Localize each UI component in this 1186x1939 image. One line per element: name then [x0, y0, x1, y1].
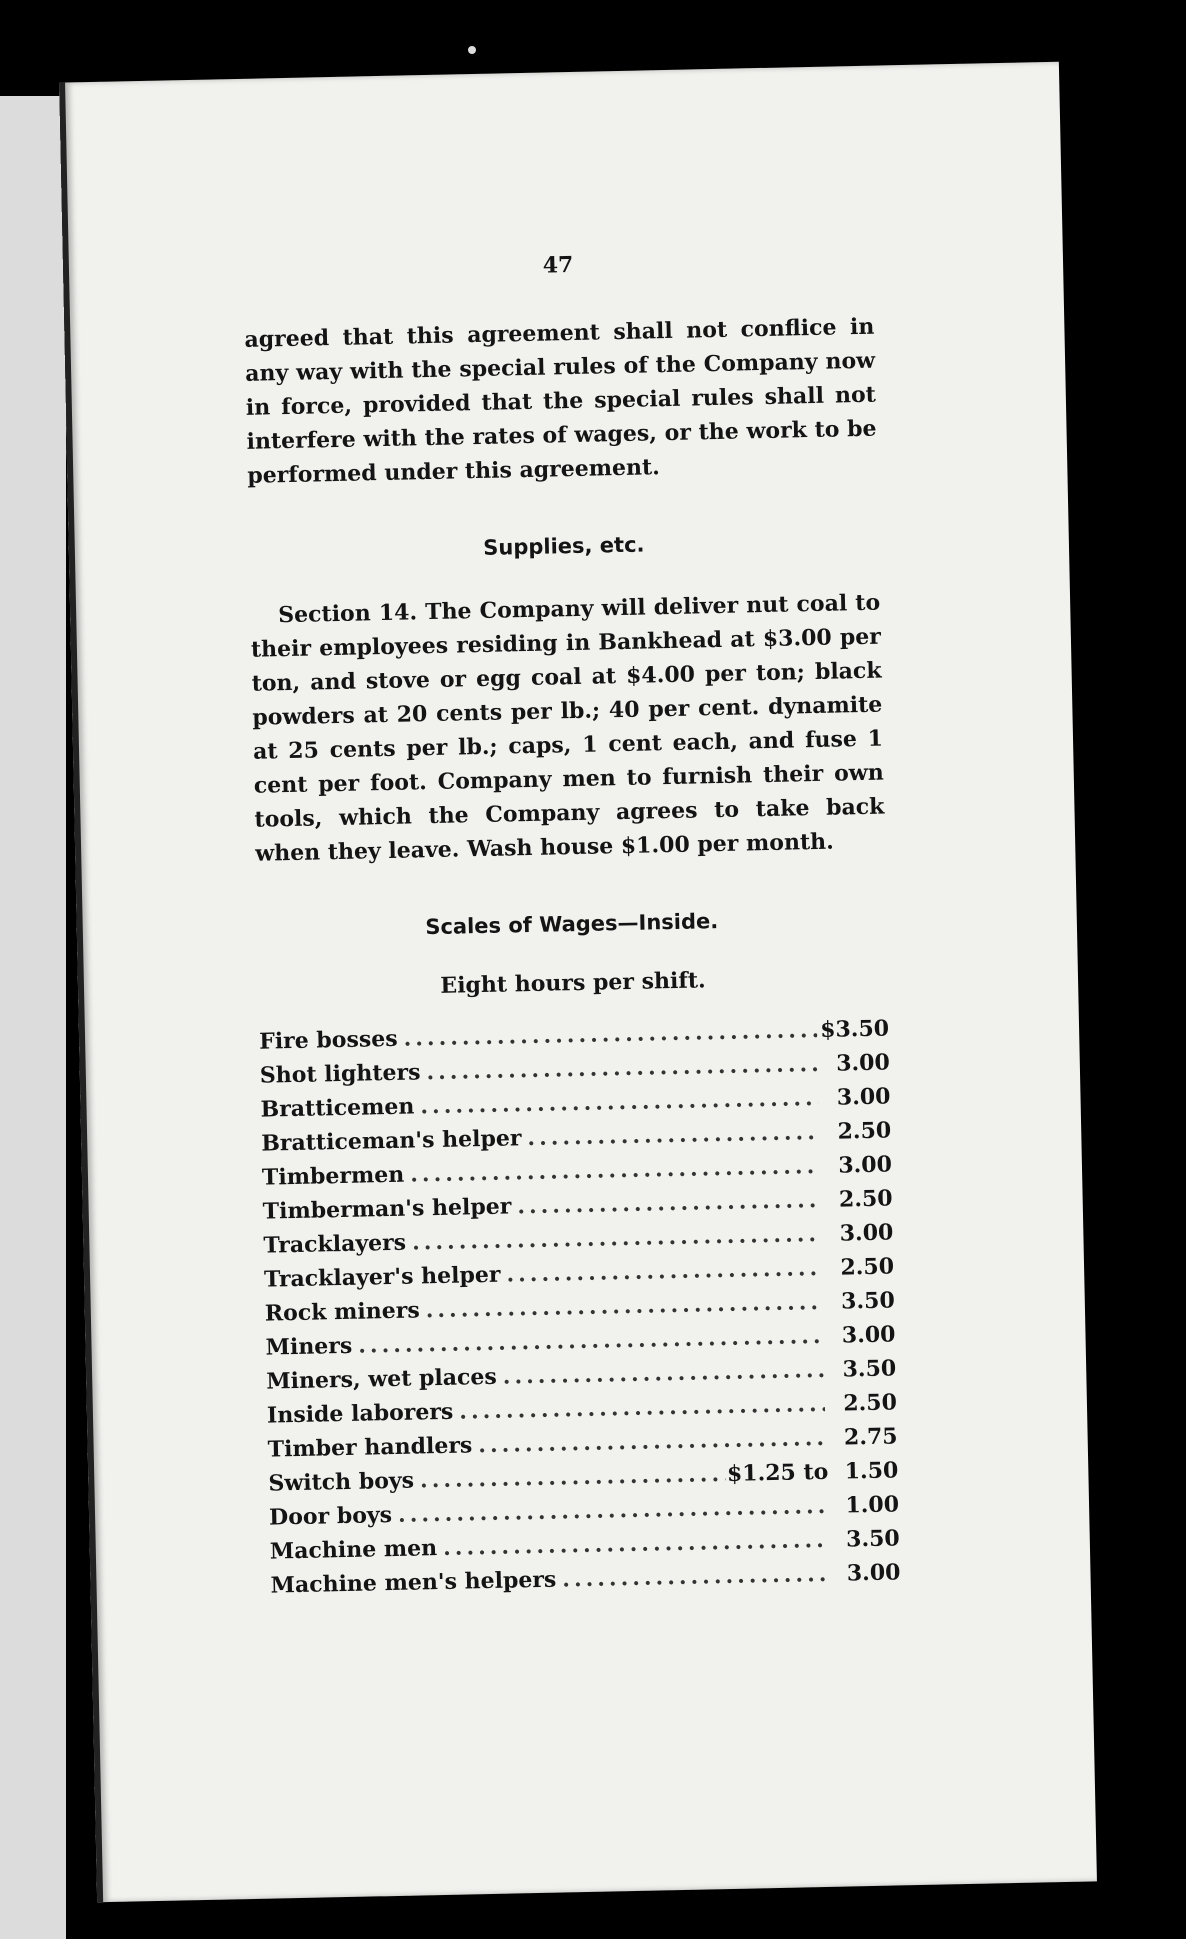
wage-value: 3.50	[840, 1287, 896, 1315]
wage-value: 3.00	[838, 1151, 893, 1179]
wage-value: 2.50	[843, 1389, 898, 1417]
wage-value: 2.50	[840, 1253, 895, 1281]
wage-value: 3.50	[845, 1525, 900, 1553]
wage-label: Bratticemen	[260, 1093, 415, 1123]
wage-label: Tracklayers	[263, 1229, 407, 1259]
wage-label: Rock miners	[264, 1297, 420, 1327]
dot-leader	[562, 1557, 829, 1597]
wage-label: Bratticeman's helper	[261, 1125, 522, 1157]
wage-label: Miners, wet places	[266, 1363, 498, 1395]
wage-label: Timberman's helper	[262, 1193, 512, 1225]
wage-value: 1.50	[844, 1457, 899, 1485]
previous-page-edge	[0, 96, 66, 1939]
page-number: 47	[542, 251, 574, 279]
wage-value: 3.00	[835, 1049, 891, 1077]
intro-paragraph: agreed that this agreement shall not conflice in any way with the special rules of the Company now in force, provided that the special rules shall not interfere with the rates of wages, or the work to be performed under this agreement.	[244, 313, 877, 489]
wages-subheading: Eight hours per shift.	[440, 967, 706, 999]
wage-range-start: $1.25 to	[726, 1458, 829, 1487]
wage-value: 3.00	[836, 1083, 891, 1111]
wage-value: 3.00	[846, 1559, 901, 1587]
page-content	[243, 246, 901, 1603]
wage-label: Miners	[265, 1332, 353, 1361]
speck-mark	[468, 46, 476, 54]
wage-label: Door boys	[268, 1502, 393, 1531]
wage-value: $3.50	[819, 1015, 890, 1043]
wage-table	[259, 1011, 901, 1602]
wage-value: 3.50	[842, 1355, 897, 1383]
wage-label: Inside laborers	[266, 1398, 454, 1429]
wage-label: Timber handlers	[267, 1432, 473, 1463]
wage-value: 2.50	[837, 1117, 892, 1145]
wage-value: 3.00	[839, 1219, 894, 1247]
wage-label: Fire bosses	[258, 1025, 398, 1055]
wage-value: 2.75	[843, 1423, 898, 1451]
wage-value: 3.00	[841, 1321, 896, 1349]
wage-label: Machine men	[269, 1535, 438, 1565]
supplies-paragraph: Section 14. The Company will deliver nut coal to their employees residing in Bankhead at $3.00 per ton, and stove or egg coal at $4.00 per ton; black powders at 20 cents per lb.; 40 per cent. dynamite at 25 cents per lb.; caps, 1 cent each, and fuse 1 cent per foot. Company men to furnish their own tools, which the Company agrees to take back when they leave. Wash house $1.00 per month.	[250, 589, 885, 867]
wage-value: 2.50	[838, 1185, 893, 1213]
supplies-heading: Supplies, etc.	[482, 532, 645, 560]
wages-heading: Scales of Wages—Inside.	[425, 909, 719, 940]
wage-value: 1.00	[845, 1491, 900, 1519]
document-page	[59, 62, 1097, 1903]
wage-label: Timbermen	[261, 1161, 405, 1191]
wage-label: Shot lighters	[259, 1059, 421, 1089]
wage-label: Tracklayer's helper	[263, 1261, 501, 1293]
wage-label: Switch boys	[268, 1467, 415, 1497]
wage-label: Machine men's helpers	[270, 1566, 557, 1599]
